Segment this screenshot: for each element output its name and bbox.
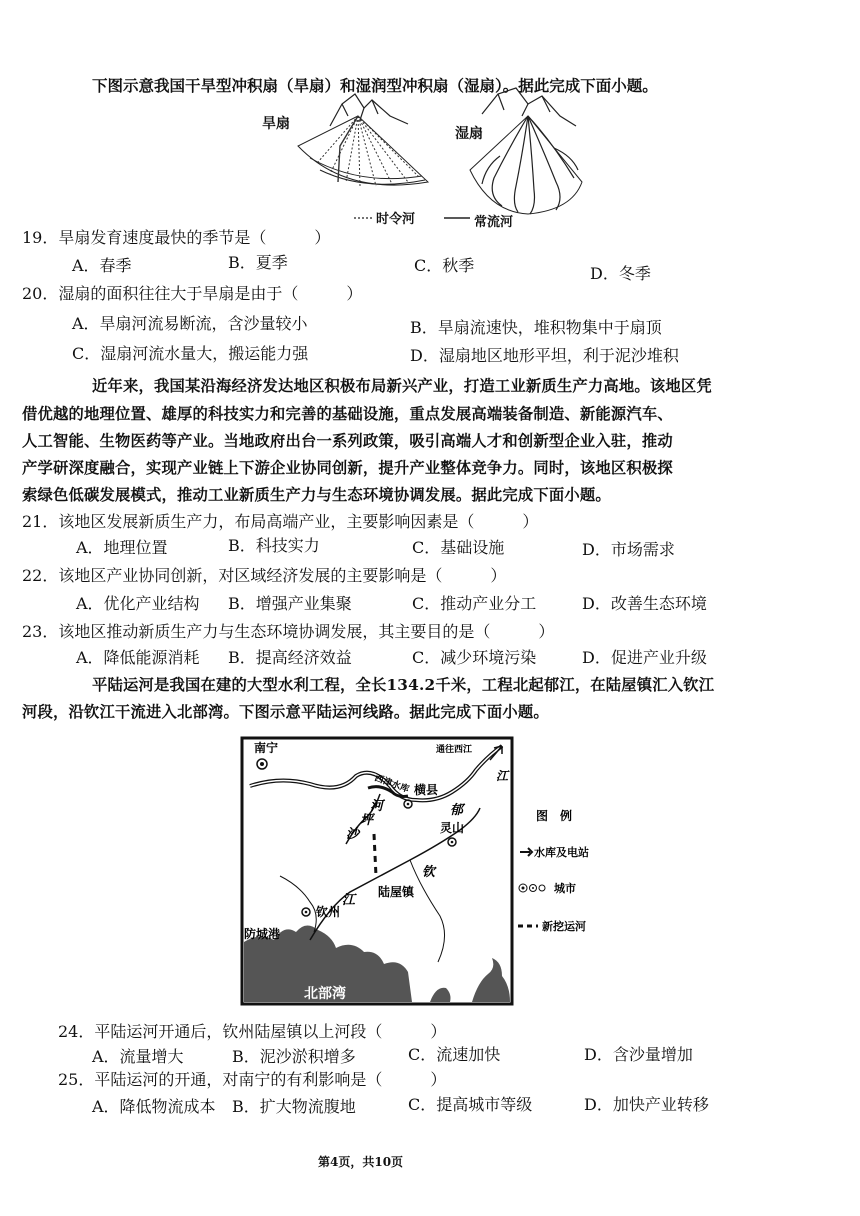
q20-option-a[interactable]: A．旱扇河流易断流，含沙量较小 [72,314,308,333]
paragraph-canal-line-1: 平陆运河是我国在建的大型水利工程，全长134.2千米，工程北起郁江，在陆屋镇汇入钦江 [92,676,715,694]
dry-fan-mountain [330,94,408,126]
q21-option-a[interactable]: A．地理位置 [76,538,168,557]
q19-option-d[interactable]: D．冬季 [590,264,651,283]
label-qin: 钦 [422,865,436,880]
q24-option-b[interactable]: B．泥沙淤积增多 [232,1047,356,1066]
q21-option-d[interactable]: D．市场需求 [582,540,675,559]
q22-option-d[interactable]: D．改善生态环境 [582,594,707,613]
q23-option-b[interactable]: B．提高经济效益 [228,648,352,667]
legend-perennial-river: 常流河 [474,215,514,230]
label-beibu-gulf: 北部湾 [304,986,346,1002]
q20-option-b[interactable]: B．旱扇流速快，堆积物集中于扇顶 [410,318,662,337]
q22-option-c[interactable]: C．推动产业分工 [412,594,537,613]
q23-option-d[interactable]: D．促进产业升级 [582,648,707,667]
city-symbol-icon [519,884,545,892]
legend-title: 图 例 [536,809,573,823]
q25-option-d[interactable]: D．加快产业转移 [584,1095,709,1114]
label-jiang-mid: 江 [342,893,356,908]
paragraph-industry-line-5: 索绿色低碳发展模式，推动工业新质生产力与生态环境协调发展。据此完成下面小题。 [22,486,611,504]
paragraph-industry-line-2: 借优越的地理位置、雄厚的科技实力和完善的基础设施，重点发展高端装备制造、新能源汽车、 [22,405,673,423]
dry-fan-label: 旱扇 [262,116,290,132]
map-legend [518,808,589,933]
q22-option-a[interactable]: A．优化产业结构 [76,594,200,613]
wet-fan-label: 湿扇 [455,126,483,142]
paragraph-industry-line-4: 产学研深度融合，实现产业链上下游企业协同创新，提升产业整体竞争力。同时，该地区积极探 [22,459,673,477]
q21-option-b[interactable]: B．科技实力 [228,536,320,555]
paragraph-industry-line-1: 近年来，我国某沿海经济发达地区积极布局新兴产业，打造工业新质生产力高地。该地区凭 [92,377,712,395]
label-he: 河 [370,799,384,814]
label-to-xijiang: 通往西江 [436,745,473,755]
q19-option-a[interactable]: A．春季 [72,256,132,275]
q24-option-d[interactable]: D．含沙量增加 [584,1045,693,1064]
reservoir-symbol-icon [520,848,532,856]
label-xijin-reservoir: 西津水库 [372,773,411,796]
alluvial-fan-figure [260,86,590,236]
paragraph-canal-line-2: 河段，沿钦江干流进入北部湾。下图示意平陆运河线路。据此完成下面小题。 [22,703,549,721]
fan-legend [354,211,513,230]
label-ping: 坪 [360,813,374,828]
legend-seasonal-river: 时令河 [376,212,416,227]
wet-fan-perennial-rivers [482,116,578,214]
question-22-stem: 22．该地区产业协同创新，对区域经济发展的主要影响是（ ） [22,566,507,585]
legend-canal: 新挖运河 [542,920,586,933]
q24-option-c[interactable]: C．流速加快 [408,1045,501,1064]
label-nanning: 南宁 [254,741,279,755]
pinglu-canal-map [240,736,620,1008]
question-20-stem: 20．湿扇的面积往往大于旱扇是由于（ ） [22,284,363,303]
paragraph-industry-line-3: 人工智能、生物医药等产业。当地政府出台一系列政策，吸引高端人才和创新型企业入驻，推动 [22,432,673,450]
label-lingshan: 灵山 [440,821,465,835]
label-sha: 沙 [346,827,360,842]
label-qinzhou: 钦州 [316,905,341,919]
label-hengxian: 横县 [414,783,439,797]
q20-option-d[interactable]: D．湿扇地区地形平坦，利于泥沙堆积 [410,346,679,365]
dry-fan [298,116,428,185]
label-yu: 郁 [450,803,464,818]
label-luwu: 陆屋镇 [378,885,415,899]
q21-option-c[interactable]: C．基础设施 [412,538,505,557]
page-footer: 第4页，共10页 [318,1155,404,1169]
q24-option-a[interactable]: A．流量增大 [92,1047,184,1066]
q19-option-b[interactable]: B．夏季 [228,253,288,272]
legend-reservoir: 水库及电站 [534,846,589,859]
intro-fans: 下图示意我国干旱型冲积扇（旱扇）和湿润型冲积扇（湿扇）。据此完成下面小题。 [92,76,658,95]
q25-option-b[interactable]: B．扩大物流腹地 [232,1097,356,1116]
label-jiang-top: 江 [496,769,509,783]
q20-option-c[interactable]: C．湿扇河流水量大，搬运能力强 [72,344,309,363]
question-23-stem: 23．该地区推动新质生产力与生态环境协调发展，其主要目的是（ ） [22,622,555,641]
question-24-stem: 24．平陆运河开通后，钦州陆屋镇以上河段（ ） [58,1022,447,1041]
q23-option-c[interactable]: C．减少环境污染 [412,648,537,667]
question-21-stem: 21．该地区发展新质生产力，布局高端产业，主要影响因素是（ ） [22,512,539,531]
q25-option-c[interactable]: C．提高城市等级 [408,1095,533,1114]
question-19-stem: 19．旱扇发育速度最快的季节是（ ） [22,228,331,247]
q22-option-b[interactable]: B．增强产业集聚 [228,594,352,613]
q23-option-a[interactable]: A．降低能源消耗 [76,648,200,667]
q25-option-a[interactable]: A．降低物流成本 [92,1097,216,1116]
question-25-stem: 25．平陆运河的开通，对南宁的有利影响是（ ） [58,1070,447,1089]
legend-city: 城市 [554,882,576,895]
label-fangcheng: 防城港 [244,927,281,941]
q19-option-c[interactable]: C．秋季 [414,256,475,275]
